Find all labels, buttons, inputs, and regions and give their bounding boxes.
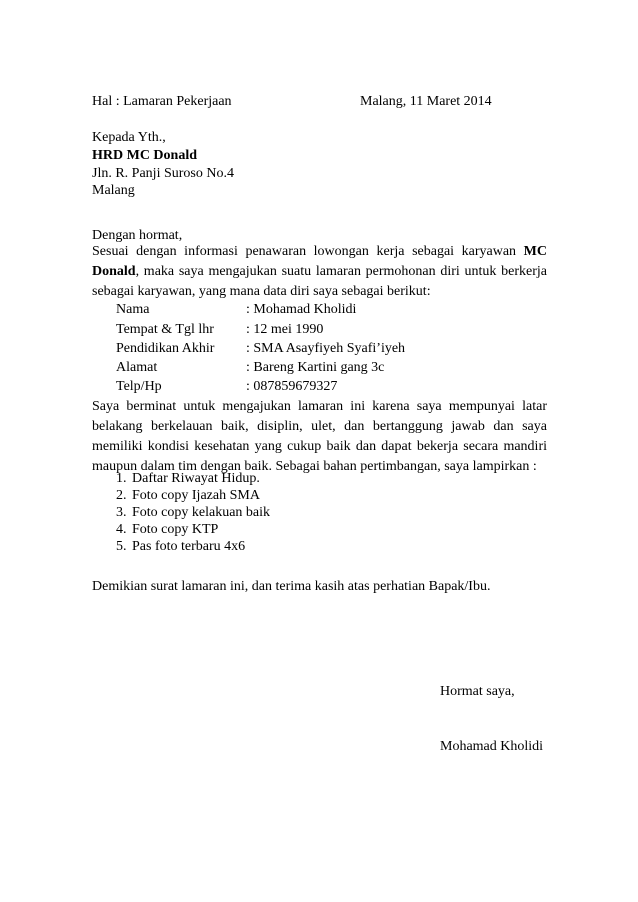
list-number: 2.: [116, 488, 127, 503]
data-label: Pendidikan Akhir: [116, 341, 215, 356]
recipient-name: HRD MC Donald: [92, 148, 198, 163]
list-item: [0, 488, 638, 505]
list-text: Foto copy Ijazah SMA: [132, 488, 260, 503]
data-label: Tempat & Tgl lhr: [116, 322, 214, 337]
data-value: : SMA Asayfiyeh Syafi’iyeh: [246, 341, 406, 356]
list-number: 3.: [116, 505, 127, 520]
intro-text-1: Sesuai dengan informasi penawaran lowongan kerja sebagai karyawan: [92, 244, 524, 259]
recipient-city: Malang: [92, 183, 135, 198]
data-row-name: [0, 302, 638, 320]
list-item: [0, 471, 638, 488]
data-row-birth: [0, 322, 638, 340]
data-value: : 12 mei 1990: [246, 322, 324, 337]
closing-line: Demikian surat lamaran ini, dan terima kasih atas perhatian Bapak/Ibu.: [92, 579, 491, 594]
data-label: Telp/Hp: [116, 379, 162, 394]
intro-paragraph: [92, 242, 547, 302]
recipient-salutation: Kepada Yth.,: [92, 130, 166, 145]
body-paragraph: Saya berminat untuk mengajukan lamaran ini karena saya mempunyai latar belakang berkelauan baik, disiplin, ulet, dan bertanggung jawab dan saya memiliki kondisi kesehatan yang cukup baik dan dapat bekerja secara mandiri maupun dalam tim dengan baik. Sebagai bahan pertimbangan, saya lampirkan :: [92, 399, 547, 474]
data-label: Alamat: [116, 360, 158, 375]
recipient-address: Jln. R. Panji Suroso No.4: [92, 166, 234, 181]
data-row-education: [0, 341, 638, 359]
list-number: 5.: [116, 539, 127, 554]
list-number: 1.: [116, 471, 127, 486]
place-date: Malang, 11 Maret 2014: [360, 94, 492, 109]
list-number: 4.: [116, 522, 127, 537]
data-row-address: [0, 360, 638, 378]
list-item: [0, 505, 638, 522]
signature-name: Mohamad Kholidi: [440, 739, 544, 754]
data-value: : 087859679327: [246, 379, 338, 394]
list-item: [0, 539, 638, 556]
list-text: Foto copy kelakuan baik: [132, 505, 271, 520]
data-value: : Bareng Kartini gang 3c: [246, 360, 385, 375]
signature-regards: Hormat saya,: [440, 684, 515, 699]
data-row-phone: [0, 379, 638, 397]
subject-line: Hal : Lamaran Pekerjaan: [92, 94, 232, 109]
intro-text-2: , maka saya mengajukan suatu lamaran permohonan diri untuk berkerja sebagai karyawan, yang mana data diri saya sebagai berikut:: [92, 264, 547, 299]
list-item: [0, 522, 638, 539]
list-text: Foto copy KTP: [132, 522, 219, 537]
list-text: Daftar Riwayat Hidup.: [132, 471, 260, 486]
data-value: : Mohamad Kholidi: [246, 302, 357, 317]
opening-greeting: Dengan hormat,: [92, 228, 183, 243]
data-label: Nama: [116, 302, 150, 317]
intro-company: MC Donald: [92, 244, 547, 279]
list-text: Pas foto terbaru 4x6: [132, 539, 246, 554]
